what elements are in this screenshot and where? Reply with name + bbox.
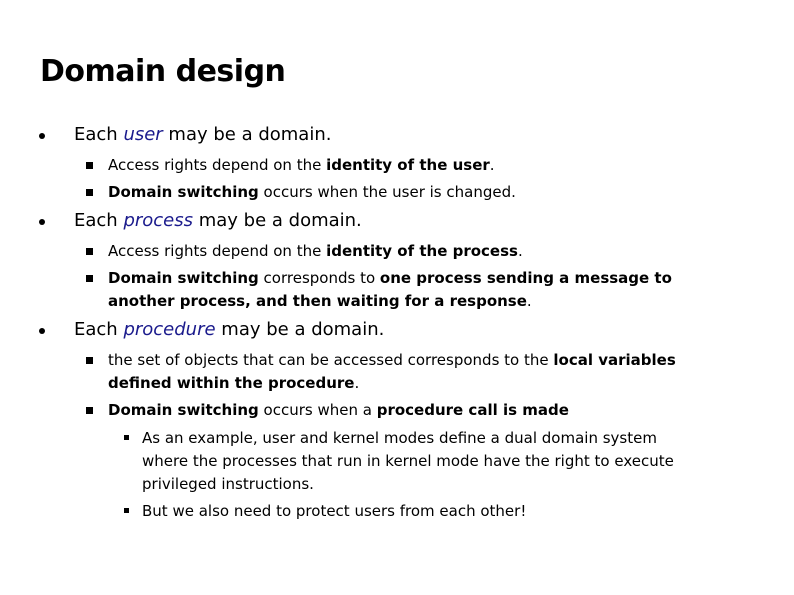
- item-bold-text: Domain switching: [108, 401, 259, 419]
- item-text: the set of objects that can be accessed corresponds to the: [108, 351, 554, 369]
- item-bold-text: identity of the user: [326, 156, 490, 174]
- item-bold-text: identity of the process: [326, 242, 518, 260]
- square-bullet-icon: [86, 407, 93, 414]
- heading-pre: Each: [74, 210, 124, 231]
- sub-item-text: As an example, user and kernel modes define a dual domain system where the processes that run in kernel mode have the right to execute privileged instructions.: [142, 429, 674, 493]
- item-bold-text: Domain switching: [108, 269, 259, 287]
- item-bold-text: procedure call is made: [376, 401, 569, 419]
- item-text: .: [489, 156, 495, 174]
- item-bold-text: local variables defined within the procedure: [108, 351, 676, 392]
- item-text: .: [517, 242, 523, 260]
- heading-pre: Each: [74, 124, 124, 145]
- round-bullet-icon: [39, 219, 45, 225]
- item-text: .: [526, 292, 532, 310]
- sub-item-text: But we also need to protect users from each other!: [142, 502, 527, 520]
- list-item: [108, 240, 523, 263]
- item-text: Access rights depend on the: [108, 156, 327, 174]
- heading-emphasis: user: [123, 124, 163, 145]
- item-text: Access rights depend on the: [108, 242, 327, 260]
- section-heading-procedure: [74, 319, 384, 340]
- list-item: [108, 349, 708, 395]
- heading-post: may be a domain.: [162, 124, 332, 145]
- square-bullet-icon: [86, 189, 93, 196]
- heading-emphasis: procedure: [123, 319, 216, 340]
- square-bullet-icon: [86, 248, 93, 255]
- item-text: .: [354, 374, 360, 392]
- section-heading-user: [74, 124, 331, 145]
- sub-list-item: [142, 427, 702, 496]
- list-item: [108, 181, 516, 204]
- square-bullet-icon: [86, 275, 93, 282]
- section-heading-process: [74, 210, 362, 231]
- round-bullet-icon: [39, 328, 45, 334]
- item-text: occurs when a: [258, 401, 377, 419]
- list-item: [108, 267, 718, 313]
- square-bullet-icon: [86, 357, 93, 364]
- item-bold-text: Domain switching: [108, 183, 259, 201]
- round-bullet-icon: [39, 133, 45, 139]
- item-text: corresponds to: [258, 269, 380, 287]
- list-item: [108, 399, 569, 422]
- heading-emphasis: process: [123, 210, 194, 231]
- heading-post: may be a domain.: [193, 210, 362, 231]
- small-square-bullet-icon: [124, 435, 129, 440]
- slide-title: Domain design: [40, 54, 286, 89]
- sub-list-item: [142, 500, 526, 523]
- list-item: [108, 154, 495, 177]
- item-text: occurs when the user is changed.: [258, 183, 516, 201]
- square-bullet-icon: [86, 162, 93, 169]
- item-bold-text: one process sending a message to another process, and then waiting for a response: [108, 269, 672, 310]
- heading-pre: Each: [74, 319, 124, 340]
- heading-post: may be a domain.: [215, 319, 385, 340]
- small-square-bullet-icon: [124, 508, 129, 513]
